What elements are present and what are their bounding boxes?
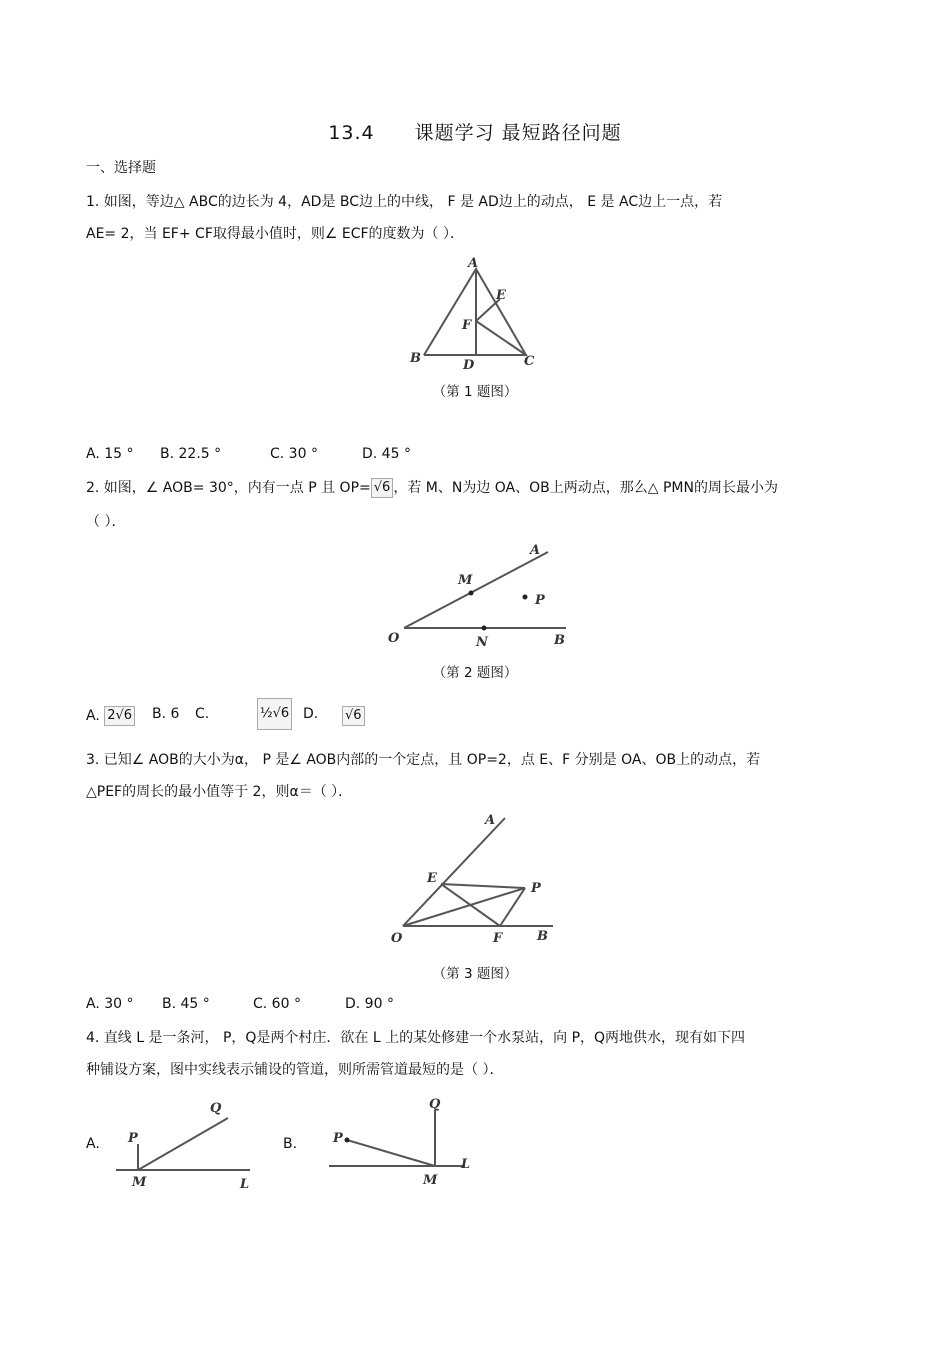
- q2-label-o: O: [388, 631, 400, 646]
- q4b-label-l: L: [461, 1157, 471, 1172]
- q3-label-p: P: [531, 881, 541, 896]
- q4a-label-q: Q: [210, 1101, 222, 1116]
- q3-option-d: D. 90 °: [345, 996, 394, 1012]
- q4-figure-b: [325, 1090, 480, 1195]
- q2-option-d-label: D.: [303, 706, 319, 722]
- q3-label-o: O: [391, 931, 403, 946]
- q2-radical: √6: [371, 478, 394, 498]
- q1-text-line2: AE= 2，当 EF+ CF取得最小值时，则∠ ECF的度数为（ ）．: [86, 226, 464, 242]
- q2-option-a: [86, 706, 135, 726]
- q1-figure: [400, 255, 550, 375]
- q1-option-c: C. 30 °: [270, 446, 318, 462]
- q2-label-m: M: [458, 573, 473, 588]
- q2-option-a-value: 2√6: [104, 706, 135, 726]
- q2-text-line1: [86, 478, 778, 498]
- q3-text-line2: △PEF的周长的最小值等于 2，则α＝（ ）．: [86, 784, 353, 800]
- q4-text-line1: 4. 直线 L 是一条河， P，Q是两个村庄．欲在 L 上的某处修建一个水泵站，向 P，Q两地供水，现有如下四: [86, 1030, 746, 1046]
- q1-option-a: A. 15 °: [86, 446, 134, 462]
- q4a-label-l: L: [240, 1177, 250, 1192]
- q3-label-f: F: [493, 931, 503, 946]
- q2-caption: （第 2 题图）: [432, 665, 518, 681]
- q2-option-b: B. 6: [152, 706, 180, 722]
- q1-text-line1: 1. 如图，等边△ ABC的边长为 4，AD是 BC边上的中线， F 是 AD边上的动点， E 是 AC边上一点，若: [86, 194, 723, 210]
- q3-option-c: C. 60 °: [253, 996, 301, 1012]
- q2-option-c-label: C.: [195, 706, 210, 722]
- q3-label-e: E: [427, 871, 437, 886]
- q3-text-line1: 3. 已知∠ AOB的大小为α， P 是∠ AOB内部的一个定点，且 OP=2，点 E、F 分别是 OA、OB上的动点，若: [86, 752, 761, 768]
- q4-option-b-label: B.: [283, 1136, 298, 1152]
- section-heading: 一、选择题: [86, 160, 156, 176]
- q1-option-d: D. 45 °: [362, 446, 411, 462]
- q1-label-a: A: [468, 256, 479, 271]
- q2-figure: [380, 540, 580, 650]
- q2-label-n: N: [476, 635, 488, 650]
- q1-caption: （第 1 题图）: [432, 384, 518, 400]
- q2-text-line2: （ ）．: [86, 514, 126, 530]
- q2-option-d: [342, 706, 365, 726]
- q4b-label-q: Q: [429, 1097, 441, 1112]
- q4b-label-m: M: [423, 1173, 438, 1188]
- q3-caption: （第 3 题图）: [432, 966, 518, 982]
- q4-option-a-label: A.: [86, 1136, 100, 1152]
- q3-label-b: B: [537, 929, 548, 944]
- q3-label-a: A: [485, 813, 496, 828]
- q1-label-d: D: [463, 358, 475, 373]
- q3-option-a: A. 30 °: [86, 996, 134, 1012]
- q3-option-b: B. 45 °: [162, 996, 210, 1012]
- q2-option-c-value: ½√6: [257, 698, 292, 730]
- q2-text-part1: 2. 如图，∠ AOB= 30°，内有一点 P 且 OP=: [86, 480, 371, 496]
- q1-label-c: C: [524, 354, 535, 369]
- q1-label-b: B: [410, 351, 421, 366]
- q1-label-e: E: [496, 288, 506, 303]
- q4b-label-p: P: [333, 1131, 343, 1146]
- q2-label-a: A: [530, 543, 541, 558]
- q2-option-c: [257, 698, 292, 730]
- page-title: 13.4 课题学习 最短路径问题: [328, 122, 622, 144]
- q2-label-p: P: [535, 593, 545, 608]
- q2-option-d-value: √6: [342, 706, 365, 726]
- q4a-label-p: P: [128, 1131, 138, 1146]
- q1-label-f: F: [462, 318, 472, 333]
- q4a-label-m: M: [132, 1175, 147, 1190]
- q2-text-part2: ，若 M、N为边 OA、OB上两动点，那么△ PMN的周长最小为: [393, 480, 778, 496]
- q3-figure: [385, 810, 565, 950]
- q2-option-a-label: A.: [86, 708, 100, 724]
- q4-figure-a: [110, 1090, 260, 1195]
- q1-option-b: B. 22.5 °: [160, 446, 222, 462]
- q4-text-line2: 种铺设方案，图中实线表示铺设的管道，则所需管道最短的是（ ）．: [86, 1062, 504, 1078]
- q2-label-b: B: [554, 633, 565, 648]
